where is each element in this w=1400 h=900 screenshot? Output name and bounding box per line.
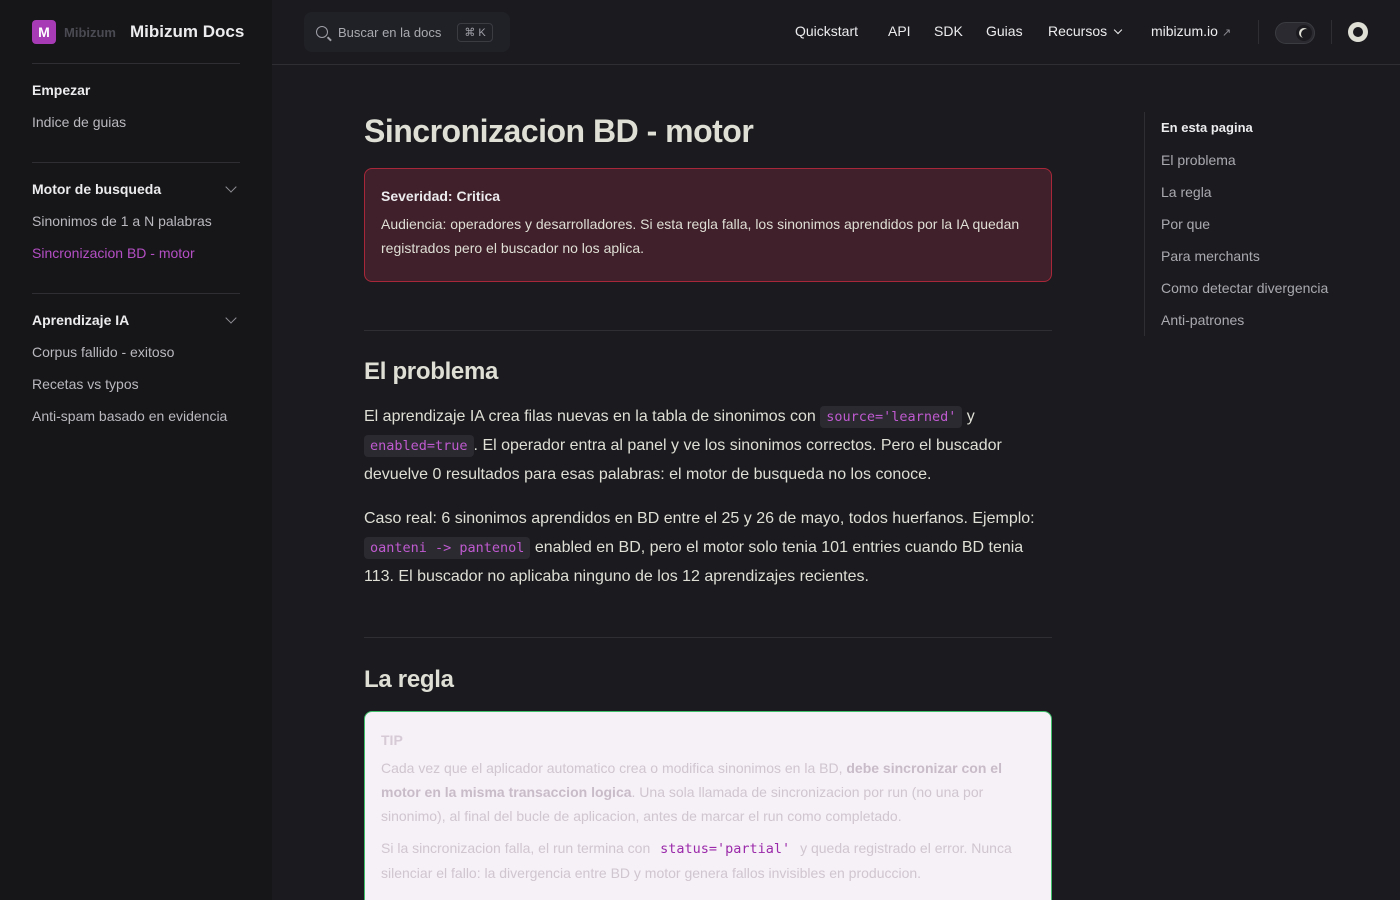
search-icon bbox=[316, 26, 328, 38]
inline-code: source='learned' bbox=[820, 406, 962, 428]
sidebar-divider bbox=[32, 63, 240, 64]
page-title: Sincronizacion BD - motor bbox=[364, 113, 754, 149]
nav-recursos[interactable] bbox=[1048, 23, 1121, 39]
sidebar-divider bbox=[32, 162, 240, 163]
tip-callout-text-2 bbox=[381, 836, 1035, 885]
tip-callout-text-1 bbox=[381, 756, 1035, 828]
github-icon[interactable] bbox=[1348, 22, 1368, 42]
top-navbar bbox=[272, 0, 1400, 65]
chevron-down-icon[interactable] bbox=[225, 181, 236, 192]
brand-wordmark: Mibizum bbox=[64, 24, 116, 40]
search-button[interactable] bbox=[304, 12, 510, 52]
inline-code: oanteni -> pantenol bbox=[364, 537, 530, 559]
inline-code: enabled=true bbox=[364, 435, 474, 457]
toc-link-anti-patrones[interactable]: Anti-patrones bbox=[1161, 312, 1245, 328]
text-run: . Una sola llamada de sincronizacion por run (no una por sinonimo), al final del bucle de aplicacion, antes de marcar el run como completado. bbox=[381, 784, 984, 824]
text-run: El aprendizaje IA crea filas nuevas en la tabla de sinonimos con bbox=[364, 408, 821, 425]
brand-logo: M bbox=[32, 20, 56, 44]
sidebar-item-sinonimos[interactable]: Sinonimos de 1 a N palabras bbox=[32, 213, 212, 229]
toc-link-como-detectar[interactable]: Como detectar divergencia bbox=[1161, 280, 1329, 296]
nav-sdk[interactable]: SDK bbox=[934, 23, 963, 39]
sidebar-divider bbox=[32, 293, 240, 294]
on-this-page bbox=[1144, 112, 1364, 336]
sidebar bbox=[0, 0, 272, 900]
search-placeholder: Buscar en la docs bbox=[338, 24, 442, 40]
moon-icon bbox=[1301, 29, 1311, 39]
nav-separator bbox=[1331, 20, 1332, 44]
toc-link-el-problema[interactable]: El problema bbox=[1161, 152, 1236, 168]
inline-code: status='partial' bbox=[654, 838, 796, 860]
toc-link-para-merchants[interactable]: Para merchants bbox=[1161, 248, 1260, 264]
sidebar-item-corpus-fallido[interactable]: Corpus fallido - exitoso bbox=[32, 344, 175, 360]
toc-link-la-regla[interactable]: La regla bbox=[1161, 184, 1212, 200]
bold-text: debe sincronizar con el motor en la misma transaccion logica bbox=[381, 760, 1002, 800]
brand-title: Mibizum Docs bbox=[130, 22, 245, 41]
tip-callout-title: TIP bbox=[381, 732, 403, 748]
toggle-knob bbox=[1296, 25, 1312, 41]
nav-separator bbox=[1258, 20, 1259, 44]
external-link-icon: ↗ bbox=[1221, 27, 1232, 39]
nav-guias[interactable]: Guias bbox=[986, 23, 1023, 39]
text-run: y bbox=[962, 408, 975, 425]
brand[interactable] bbox=[32, 20, 244, 44]
nav-quickstart[interactable]: Quickstart bbox=[795, 23, 859, 39]
section-divider bbox=[364, 330, 1052, 331]
danger-callout bbox=[364, 168, 1052, 282]
sidebar-item-recetas-vs-typos[interactable]: Recetas vs typos bbox=[32, 376, 139, 392]
toc-link-por-que[interactable]: Por que bbox=[1161, 216, 1211, 232]
text-run: enabled en BD, pero el motor solo tenia 101 entries cuando BD tenia 113. El buscador no aplicaba ninguno de los 12 aprendizajes recientes. bbox=[364, 538, 1024, 585]
section-divider bbox=[364, 637, 1052, 638]
text-run: . El operador entra al panel y ve los sinonimos correctos. Pero el buscador devuelve 0 resultados para esas palabras: el motor de busqueda no los conoce. bbox=[364, 436, 1002, 483]
chevron-down-icon bbox=[1114, 26, 1122, 34]
danger-callout-title: Severidad: Critica bbox=[381, 188, 501, 204]
text-run: Caso real: 6 sinonimos aprendidos en BD entre el 25 y 26 de mayo, todos huerfanos. Ejemplo: bbox=[364, 510, 1035, 527]
nav-mibizum-io-label: mibizum.io bbox=[1151, 23, 1218, 39]
sidebar-item-sincronizacion-bd-motor[interactable]: Sincronizacion BD - motor bbox=[32, 245, 195, 261]
theme-toggle[interactable] bbox=[1275, 22, 1315, 44]
heading-la-regla: La regla bbox=[364, 666, 454, 693]
sidebar-group-title: Motor de busqueda bbox=[32, 181, 162, 197]
nav-recursos-label: Recursos bbox=[1048, 23, 1108, 39]
nav-mibizum-io[interactable] bbox=[1151, 23, 1231, 39]
sidebar-item-anti-spam[interactable]: Anti-spam basado en evidencia bbox=[32, 408, 228, 424]
text-run: Cada vez que el aplicador automatico crea o modifica sinonimos en la BD, bbox=[381, 760, 847, 776]
on-this-page-title: En esta pagina bbox=[1161, 120, 1253, 135]
tip-callout bbox=[364, 711, 1052, 900]
chevron-down-icon[interactable] bbox=[225, 312, 236, 323]
paragraph-problem-2 bbox=[364, 505, 1052, 591]
sidebar-group-title: Aprendizaje IA bbox=[32, 312, 130, 328]
text-run: y queda registrado el error. Nunca silenciar el fallo: la divergencia entre BD y motor genera fallos invisibles en produccion. bbox=[381, 840, 1012, 881]
sidebar-group-title: Empezar bbox=[32, 82, 91, 98]
sidebar-group-aprendizaje-ia[interactable] bbox=[32, 312, 240, 328]
danger-callout-text: Audiencia: operadores y desarrolladores. Si esta regla falla, los sinonimos aprendidos por la IA quedan registrados pero el buscador no los aplica. bbox=[381, 216, 1020, 256]
sidebar-group-motor-de-busqueda[interactable] bbox=[32, 181, 240, 197]
text-run: Si la sincronizacion falla, el run termina con bbox=[381, 840, 655, 856]
nav-api[interactable]: API bbox=[888, 23, 911, 39]
heading-el-problema: El problema bbox=[364, 358, 499, 385]
sidebar-item-indice-de-guias[interactable]: Indice de guias bbox=[32, 114, 127, 130]
sidebar-group-empezar[interactable] bbox=[32, 82, 240, 98]
paragraph-problem-1 bbox=[364, 403, 1052, 489]
search-shortcut: ⌘ K bbox=[457, 23, 492, 42]
